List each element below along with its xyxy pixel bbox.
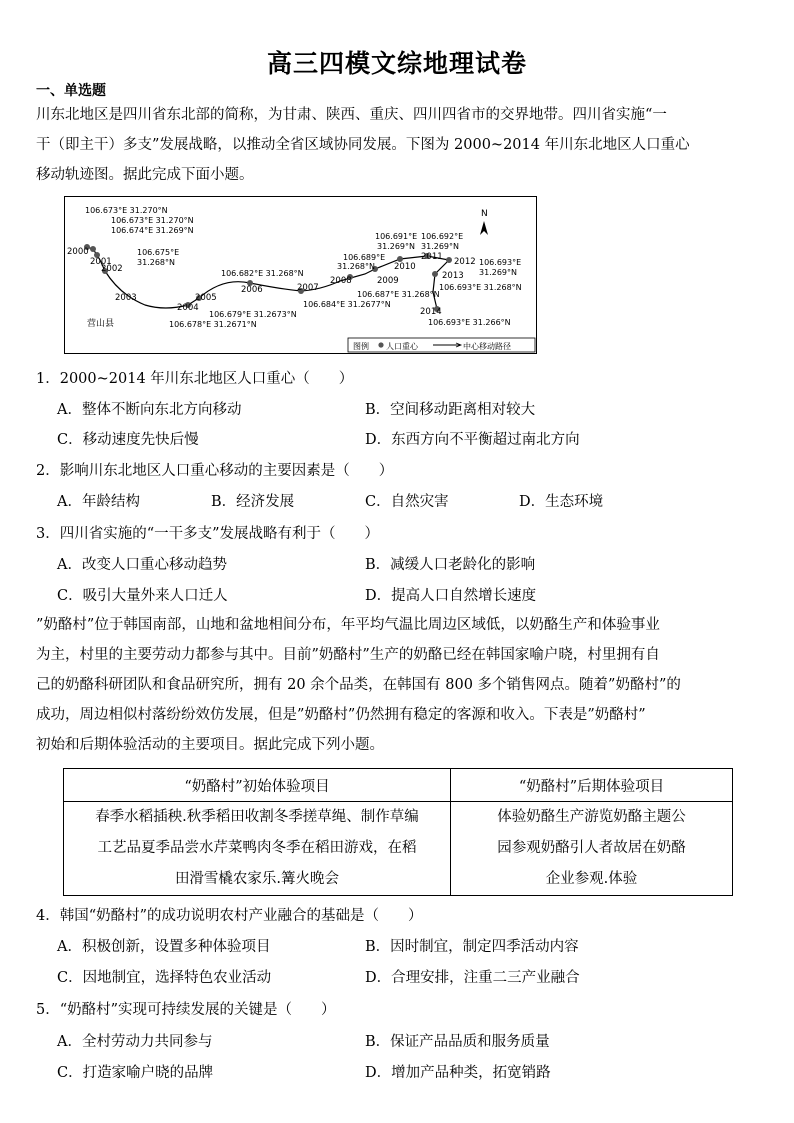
- year-label: 2009: [377, 276, 399, 286]
- year-label: 2004: [177, 303, 199, 313]
- option-2d[interactable]: D．生态环境: [519, 494, 604, 510]
- option-5a[interactable]: A．全村劳动力共同参与: [57, 1034, 213, 1050]
- option-4c[interactable]: C．因地制宜，选择特色农业活动: [57, 970, 272, 986]
- coord-label: 106.689°E: [343, 253, 386, 262]
- year-label: 2007: [297, 283, 319, 293]
- year-label: 2005: [195, 293, 217, 303]
- coord-label: 106.682°E 31.268°N: [221, 269, 304, 278]
- text-line: 己的奶酪科研团队和食品研究所，拥有 20 余个品类，在韩国有 800 多个销售网点。随着”奶酪村”的: [36, 677, 681, 693]
- coord-label: 31.269°N: [479, 268, 517, 277]
- option-1d[interactable]: D．东西方向不平衡超过南北方向: [365, 432, 580, 448]
- question-1: 1．2000~2014 年川东北地区人口重心（ ）: [36, 371, 354, 387]
- coord-label: 106.693°E 31.266°N: [428, 318, 511, 327]
- coord-label: 31.269°N: [421, 242, 459, 251]
- coord-label: 106.691°E: [375, 232, 418, 241]
- option-5d[interactable]: D．增加产品种类，拓宽销路: [365, 1065, 551, 1081]
- question-5: 5．“奶酪村”实现可持续发展的关键是（ ）: [36, 1002, 336, 1018]
- text-line: 干（即主干）多支”发展战略，以推动全省区域协同发展。下图为 2000~2014 年川东北地区人口重心: [36, 137, 690, 153]
- text-line: 成功，周边相似村落纷纷效仿发展，但是”奶酪村”仍然拥有稳定的客源和收入。下表是”奶酪村”: [36, 707, 646, 723]
- coord-label: 106.673°E 31.270°N: [85, 206, 168, 215]
- option-2a[interactable]: A．年龄结构: [57, 494, 140, 510]
- coord-label: 106.675°E: [137, 248, 180, 257]
- intro-paragraph-1: [36, 100, 758, 190]
- coord-label: 106.693°E: [479, 258, 522, 267]
- year-label: 2010: [394, 262, 416, 272]
- coord-label: 106.692°E: [421, 232, 464, 241]
- text-line: 初始和后期体验活动的主要项目。据此完成下列小题。: [36, 737, 384, 753]
- text-line: ”奶酪村”位于韩国南部，山地和盆地相间分布，年平均气温比周边区域低，以奶酪生产和体验事业: [36, 617, 660, 633]
- intro-paragraph-2: [36, 610, 758, 760]
- cell-line: 园参观奶酪引人者故居在奶酪: [497, 840, 686, 856]
- table-cell: [451, 802, 733, 896]
- option-3c[interactable]: C．吸引大量外来人口迁人: [57, 588, 228, 604]
- coordinate-labels: [85, 206, 522, 329]
- year-label: 2013: [442, 271, 464, 281]
- question-3: 3．四川省实施的“一干多支”发展战略有利于（ ）: [36, 526, 380, 542]
- north-arrow-icon: [480, 221, 488, 235]
- section-heading: 一、单选题: [36, 83, 106, 99]
- table-header: “奶酪村”初始体验项目: [64, 769, 451, 802]
- option-4b[interactable]: B．因时制宜，制定四季活动内容: [365, 939, 579, 955]
- cell-line: 体验奶酪生产游览奶酪主题公: [497, 809, 686, 825]
- year-label: 2002: [101, 264, 123, 274]
- point-2012: [446, 257, 452, 263]
- year-label: 2012: [454, 257, 476, 267]
- question-2: 2．影响川东北地区人口重心移动的主要因素是（ ）: [36, 463, 394, 479]
- coord-label: 106.679°E 31.2673°N: [209, 310, 297, 319]
- year-label: 2000: [67, 247, 89, 257]
- option-5b[interactable]: B．保证产品品质和服务质量: [365, 1034, 550, 1050]
- option-1b[interactable]: B．空间移动距离相对较大: [365, 402, 536, 418]
- coord-label: 106.673°E 31.270°N: [111, 216, 194, 225]
- year-label: 2014: [420, 307, 442, 317]
- north-label: N: [481, 209, 488, 219]
- option-5c[interactable]: C．打造家喻户晓的品牌: [57, 1065, 214, 1081]
- experience-table: [63, 768, 733, 896]
- coord-label: 31.268°N: [137, 258, 175, 267]
- text-line: 移动轨迹图。据此完成下面小题。: [36, 167, 254, 183]
- text-line: 川东北地区是四川省东北部的简称，为甘肃、陕西、重庆、四川四省市的交界地带。四川省实施“一: [36, 107, 667, 123]
- option-3d[interactable]: D．提高人口自然增长速度: [365, 588, 537, 604]
- table-cell: [64, 802, 451, 896]
- question-4: 4．韩国“奶酪村”的成功说明农村产业融合的基础是（ ）: [36, 908, 423, 924]
- legend-point-label: 人口重心: [386, 342, 418, 351]
- year-label: 2006: [241, 285, 263, 295]
- county-label: 营山县: [87, 319, 115, 329]
- coord-label: 106.693°E 31.268°N: [439, 283, 522, 292]
- legend-title: 图例: [353, 342, 369, 351]
- option-3a[interactable]: A．改变人口重心移动趋势: [57, 557, 227, 573]
- point-2013: [432, 271, 438, 277]
- coord-label: 31.268°N: [337, 262, 375, 271]
- legend: [348, 338, 535, 352]
- option-4a[interactable]: A．积极创新，设置多种体验项目: [57, 939, 271, 955]
- coord-label: 31.269°N: [377, 242, 415, 251]
- year-label: 2008: [330, 276, 352, 286]
- coord-label: 106.674°E 31.269°N: [111, 226, 194, 235]
- option-1a[interactable]: A．整体不断向东北方向移动: [57, 402, 242, 418]
- coord-label: 106.678°E 31.2671°N: [169, 320, 257, 329]
- option-2c[interactable]: C．自然灾害: [365, 494, 449, 510]
- point-2001: [90, 246, 96, 252]
- cell-line: 工艺品夏季品尝水芹菜鸭肉冬季在稻田游戏，在稻: [97, 840, 417, 856]
- year-label: 2011: [421, 252, 443, 262]
- year-label: 2003: [115, 293, 137, 303]
- text-line: 为主，村里的主要劳动力都参与其中。目前”奶酪村”生产的奶酪已经在韩国家喻户晓，村里拥有自: [36, 647, 660, 663]
- option-4d[interactable]: D．合理安排，注重二三产业融合: [365, 970, 580, 986]
- table-header: “奶酪村”后期体验项目: [451, 769, 733, 802]
- option-2b[interactable]: B．经济发展: [211, 494, 295, 510]
- legend-point-icon: [378, 342, 383, 347]
- population-center-map: [64, 196, 537, 354]
- cell-line: 田滑雪橇农家乐.篝火晚会: [174, 871, 340, 887]
- trajectory-figure: [65, 197, 536, 353]
- legend-line-label: 中心移动路径: [463, 342, 511, 351]
- cell-line: 春季水稻插秧.秋季稻田收割冬季搓草绳、制作草编: [95, 809, 419, 825]
- option-1c[interactable]: C．移动速度先快后慢: [57, 432, 199, 448]
- year-label: 2001: [90, 257, 112, 267]
- option-3b[interactable]: B．减缓人口老龄化的影响: [365, 557, 536, 573]
- page-title: 高三四模文综地理试卷: [266, 49, 527, 78]
- cell-line: 企业参观.体验: [545, 871, 638, 887]
- coord-label: 106.684°E 31.2677°N: [303, 300, 391, 309]
- coord-label: 106.687°E 31.268°N: [357, 290, 440, 299]
